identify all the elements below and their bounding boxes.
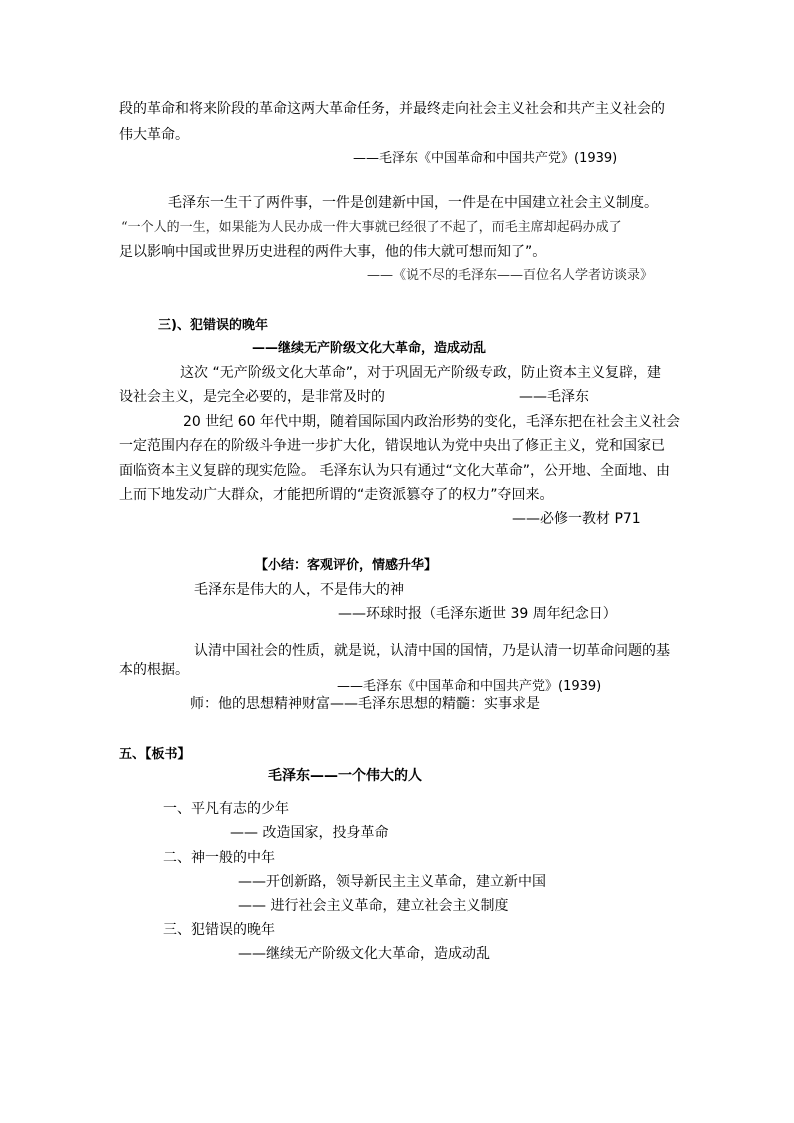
summary-teacher: 师：他的思想精神财富——毛泽东思想的精髓：实事求是 (190, 696, 540, 712)
passage2-line3: 足以影响中国或世界历史进程的两件大事，他的伟大就可想而知了”。 (119, 244, 547, 260)
board-item1: 一、平凡有志的少年 (163, 801, 289, 817)
board-item3-sub: ——继续无产阶级文化大革命，造成动乱 (238, 946, 490, 962)
section3-quote-line2: 设社会主义，是完全必要的，是非常及时的 (119, 389, 385, 405)
section3-text-line3: 面临资本主义复辟的现实危险。 毛泽东认为只有通过“文化大革命”，公开地、全面地、由 (119, 463, 670, 479)
board-item2-sub2: —— 进行社会主义革命，建立社会主义制度 (238, 898, 509, 914)
board-heading: 五、【板书】 (119, 747, 191, 762)
passage1-line2: 伟大革命。 (119, 127, 189, 143)
section3-quote-source: ——毛泽东 (519, 389, 589, 405)
summary-line3-source: ——毛泽东《中国革命和中国共产党》(1939) (337, 679, 602, 694)
section3-subheading: ——继续无产阶级文化大革命，造成动乱 (252, 341, 487, 356)
passage2-line1: 毛泽东一生干了两件事，一件是创建新中国，一件是在中国建立社会主义制度。 (168, 195, 658, 211)
passage2-source: ——《说不尽的毛泽东——百位名人学者访谈录》 (367, 268, 654, 283)
passage1-line1: 段的革命和将来阶段的革命这两大革命任务，并最终走向社会主义社会和共产主义社会的 (119, 101, 665, 117)
board-item2: 二、神一般的中年 (163, 850, 275, 866)
section3-heading: 三)、犯错误的晚年 (158, 318, 268, 333)
summary-heading: 【小结：客观评价，情感升华】 (255, 558, 438, 573)
summary-line2: 认清中国社会的性质，就是说，认清中国的国情，乃是认清一切革命问题的基 (194, 643, 670, 659)
board-item2-sub1: ——开创新路，领导新民主主义革命，建立新中国 (238, 874, 546, 890)
passage2-line2: “一个人的一生，如果能为人民办成一件大事就已经很了不起了，而毛主席却起码办成了 (121, 220, 622, 235)
summary-line1: 毛泽东是伟大的人，不是伟大的神 (194, 582, 404, 598)
section3-text-line1: 20 世纪 60 年代中期，随着国际国内政治形势的变化，毛泽东把在社会主义社会 (183, 414, 680, 430)
summary-line1-source: ——环球时报（毛泽东逝世 39 周年纪念日） (338, 606, 617, 622)
board-item1-sub: —— 改造国家，投身革命 (230, 825, 389, 841)
section3-text-line2: 一定范围内存在的阶级斗争进一步扩大化，错误地认为党中央出了修正主义，党和国家已 (119, 438, 665, 454)
board-title: 毛泽东——一个伟大的人 (268, 768, 422, 784)
section3-quote-line1: 这次 “无产阶级文化大革命”，对于巩固无产阶级专政，防止资本主义复辟，建 (180, 365, 661, 381)
summary-line3: 本的根据。 (119, 662, 189, 678)
board-item3: 三、犯错误的晚年 (163, 922, 275, 938)
passage1-source: ——毛泽东《中国革命和中国共产党》(1939) (353, 151, 618, 166)
section3-text-source: ——必修一教材 P71 (512, 511, 641, 527)
section3-text-line4: 上而下地发动广大群众，才能把所谓的“走资派篡夺了的权力”夺回来。 (119, 487, 554, 503)
